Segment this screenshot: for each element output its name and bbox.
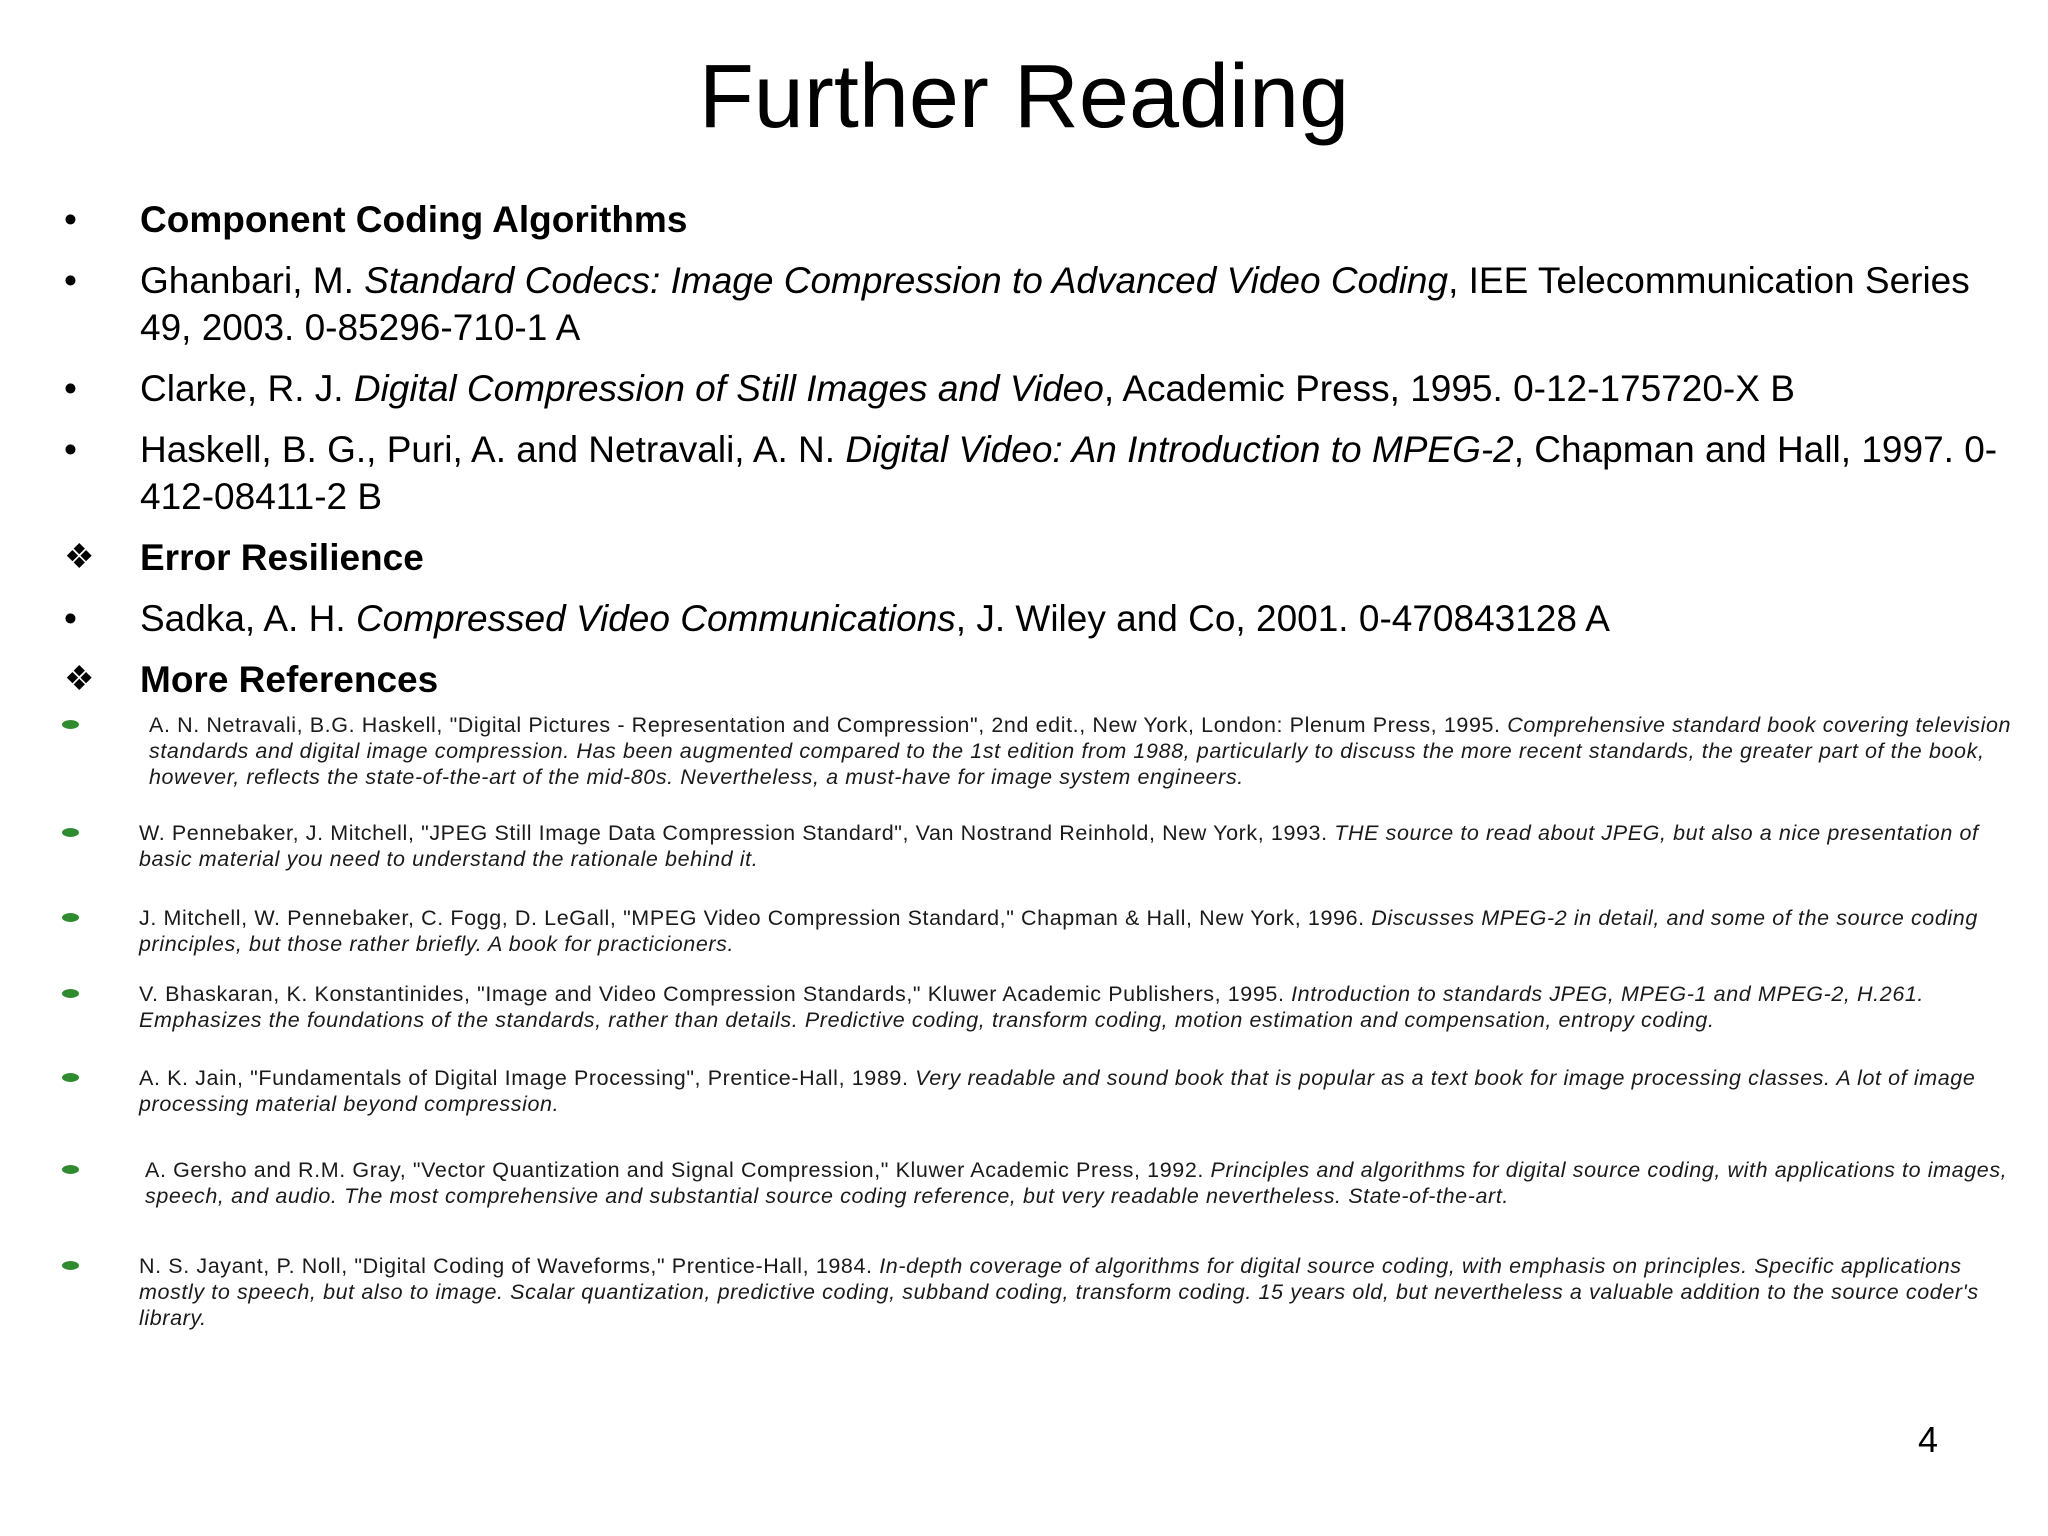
- reference-citation: A. Gersho and R.M. Gray, "Vector Quantization and Signal Compression," Kluwer Academic Press, 1992.: [145, 1158, 1211, 1182]
- reference-entry: [62, 981, 2022, 1033]
- reference-entry: [62, 905, 2022, 957]
- reference-citation: J. Mitchell, W. Pennebaker, C. Fogg, D. LeGall, "MPEG Video Compression Standard," Chapman & Hall, New York, 1996.: [139, 906, 1372, 930]
- list-item: [64, 196, 2004, 243]
- reference-entry: [62, 1065, 2022, 1117]
- reference-entry: [62, 712, 2022, 790]
- diamond-bullet-icon: ❖: [64, 660, 95, 698]
- reference-details: , J. Wiley and Co, 2001. 0-470843128 A: [955, 598, 1610, 639]
- reference-text: [139, 1065, 2022, 1117]
- bullet-icon: •: [64, 598, 77, 639]
- book-reference: [140, 365, 2004, 412]
- reference-text: [139, 712, 2022, 790]
- reference-title: Digital Compression of Still Images and Video: [353, 368, 1104, 409]
- bullet-icon: •: [64, 368, 77, 409]
- green-bullet-icon: [62, 989, 79, 998]
- section-heading: More References: [140, 659, 439, 700]
- bullet-icon: •: [64, 429, 77, 470]
- diamond-bullet-icon: ❖: [64, 538, 95, 576]
- slide-title: Further Reading: [698, 47, 1350, 147]
- reference-citation: A. N. Netravali, B.G. Haskell, "Digital Pictures - Representation and Compression", 2nd edit., New York, London: Plenum Press, 1995.: [149, 713, 1508, 737]
- reference-details: , IEE Telecommunication Series 49, 2003. 0-85296-710-1 A: [140, 260, 1970, 348]
- more-references-list: [62, 712, 2022, 1331]
- list-item: [64, 595, 2004, 642]
- reference-citation: N. S. Jayant, P. Noll, "Digital Coding of Waveforms," Prentice-Hall, 1984.: [139, 1254, 880, 1278]
- list-item: [64, 257, 2004, 351]
- section-heading: Error Resilience: [140, 537, 424, 578]
- green-bullet-icon: [62, 720, 79, 729]
- reference-details: , Chapman and Hall, 1997. 0-412-08411-2 B: [140, 429, 1998, 517]
- reference-entry: [62, 1157, 2022, 1209]
- green-bullet-icon: [62, 1261, 79, 1270]
- green-bullet-icon: [62, 1165, 79, 1174]
- green-bullet-icon: [62, 828, 79, 837]
- bullet-icon: •: [64, 199, 77, 240]
- reference-entry: [62, 820, 2022, 872]
- reference-text: [139, 905, 2022, 957]
- reference-title: Compressed Video Communications: [355, 598, 956, 639]
- book-reference: [140, 595, 2004, 642]
- reference-note: THE source to read about JPEG, but also a nice presentation of basic material you need to understand the rationale behind it.: [139, 821, 1979, 871]
- reference-note: Principles and algorithms for digital source coding, with applications to images, speech, and audio. The most comprehensive and substantial source coding reference, but very readable nevertheless. State-of-the-art.: [145, 1158, 2008, 1208]
- list-item: [64, 656, 2004, 703]
- reference-citation: V. Bhaskaran, K. Konstantinides, "Image and Video Compression Standards," Kluwer Academic Publishers, 1995.: [139, 982, 1292, 1006]
- section-heading: Component Coding Algorithms: [140, 199, 688, 240]
- reference-author: Clarke, R. J.: [140, 368, 354, 409]
- reference-title: Standard Codecs: Image Compression to Advanced Video Coding: [364, 260, 1449, 301]
- book-reference: [140, 426, 2004, 520]
- green-bullet-icon: [62, 913, 79, 922]
- book-reference: [140, 257, 2004, 351]
- list-item: [64, 426, 2004, 520]
- reference-author: Ghanbari, M.: [140, 260, 365, 301]
- reference-text: [139, 1253, 2022, 1331]
- reference-entry: [62, 1253, 2022, 1331]
- list-item: [64, 534, 2004, 581]
- green-bullet-icon: [62, 1073, 79, 1082]
- reference-text: [139, 981, 2022, 1033]
- reference-text: [139, 1157, 2022, 1209]
- reference-title: Digital Video: An Introduction to MPEG-2: [845, 429, 1514, 470]
- reference-note: Discusses MPEG-2 in detail, and some of the source coding principles, but those rather briefly. A book for practicioners.: [139, 906, 1978, 956]
- bullet-icon: •: [64, 260, 77, 301]
- list-item: [64, 365, 2004, 412]
- reference-text: [139, 820, 2022, 872]
- reading-list: [64, 196, 2004, 717]
- reference-note: Comprehensive standard book covering television standards and digital image compression. Has been augmented compared to the 1st edition from 1988, particularly to discuss the more recent standards, the greater part of the book, however, reflects the state-of-the-art of the mid-80s. Nevertheless, a must-have for image system engineers.: [149, 713, 2012, 789]
- reference-author: Haskell, B. G., Puri, A. and Netravali, A. N.: [140, 429, 846, 470]
- reference-details: , Academic Press, 1995. 0-12-175720-X B: [1103, 368, 1795, 409]
- reference-note: Introduction to standards JPEG, MPEG-1 and MPEG-2, H.261. Emphasizes the foundations of the standards, rather than details. Predictive coding, transform coding, motion estimation and compensation, entropy coding.: [139, 982, 1925, 1032]
- page-number: 4: [1917, 1419, 1938, 1460]
- reference-author: Sadka, A. H.: [140, 598, 356, 639]
- reference-citation: W. Pennebaker, J. Mitchell, "JPEG Still Image Data Compression Standard", Van Nostrand Reinhold, New York, 1993.: [139, 821, 1335, 845]
- reference-note: In-depth coverage of algorithms for digital source coding, with emphasis on principles. Specific applications mostly to speech, but also to image. Scalar quantization, predictive coding, subband coding, transform coding. 15 years old, but nevertheless a valuable addition to the source coder's library.: [139, 1254, 1979, 1330]
- reference-citation: A. K. Jain, "Fundamentals of Digital Image Processing", Prentice-Hall, 1989.: [139, 1066, 916, 1090]
- reference-note: Very readable and sound book that is popular as a text book for image processing classes. A lot of image processing material beyond compression.: [139, 1066, 1976, 1116]
